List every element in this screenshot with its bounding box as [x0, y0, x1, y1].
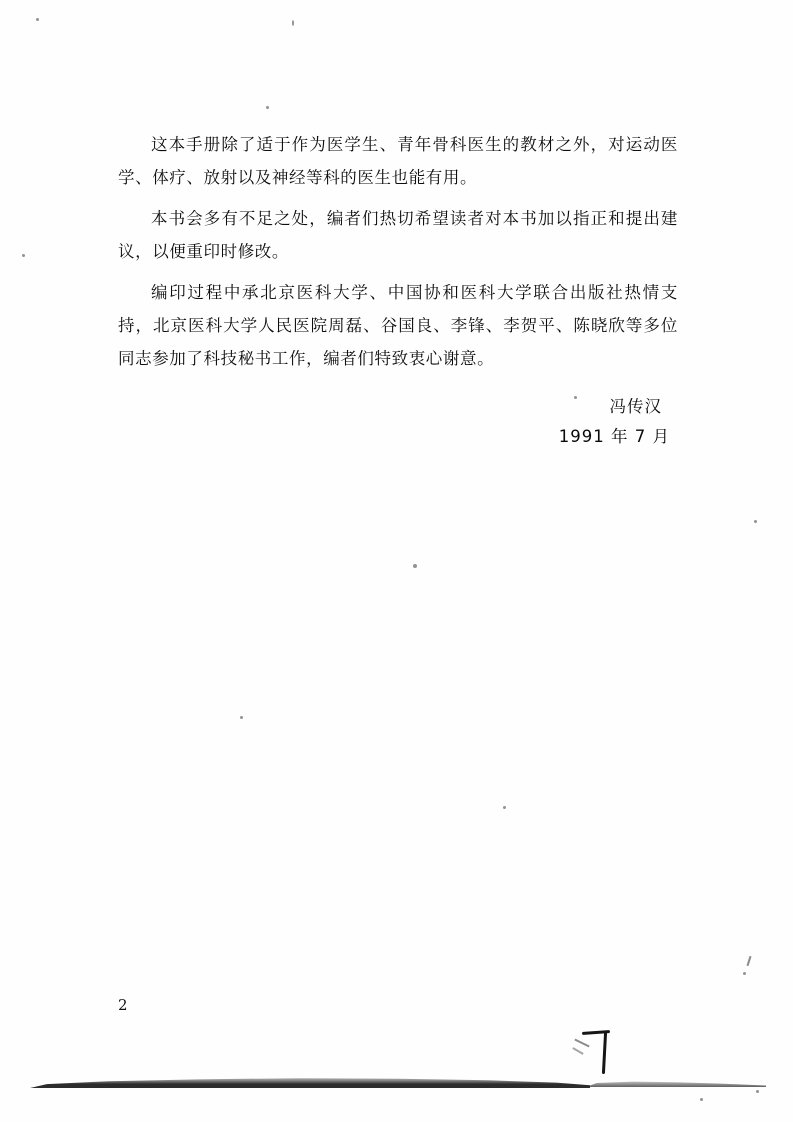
scan-smudge-secondary	[586, 1078, 766, 1087]
paragraph-1: 这本手册除了适于作为医学生、青年骨科医生的教材之外，对运动医学、体疗、放射以及神经等科的医生也能有用。	[118, 135, 678, 187]
scan-edge-tick	[747, 956, 752, 966]
scan-speck	[413, 564, 417, 568]
author-signature: 冯传汉	[609, 397, 662, 416]
scan-speck	[36, 18, 39, 21]
paragraph-2: 本书会多有不足之处，编者们热切希望读者对本书加以指正和提出建议，以便重印时修改。	[118, 209, 678, 261]
scan-speck	[754, 520, 757, 523]
body-text	[118, 128, 678, 383]
scan-smudge	[30, 1074, 590, 1088]
signature-block	[118, 392, 678, 452]
scan-speck	[292, 20, 294, 26]
scan-speck	[22, 254, 25, 257]
paragraph-3: 编印过程中承北京医科大学、中国协和医科大学联合出版社热情支持，北京医科大学人民医院周磊、谷国良、李锋、李贺平、陈晓欣等多位同志参加了科技秘书工作，编者们特致衷心谢意。	[118, 283, 678, 368]
page-number: 2	[118, 996, 128, 1014]
scan-speck	[503, 806, 506, 809]
scan-speck	[756, 1090, 759, 1093]
scan-speck	[240, 716, 243, 719]
scan-speck	[266, 106, 269, 109]
scan-speck	[743, 972, 746, 975]
pen-mark-icon	[570, 1028, 618, 1076]
scan-speck	[700, 1098, 703, 1101]
signature-date: 1991 年 7 月	[558, 427, 670, 446]
